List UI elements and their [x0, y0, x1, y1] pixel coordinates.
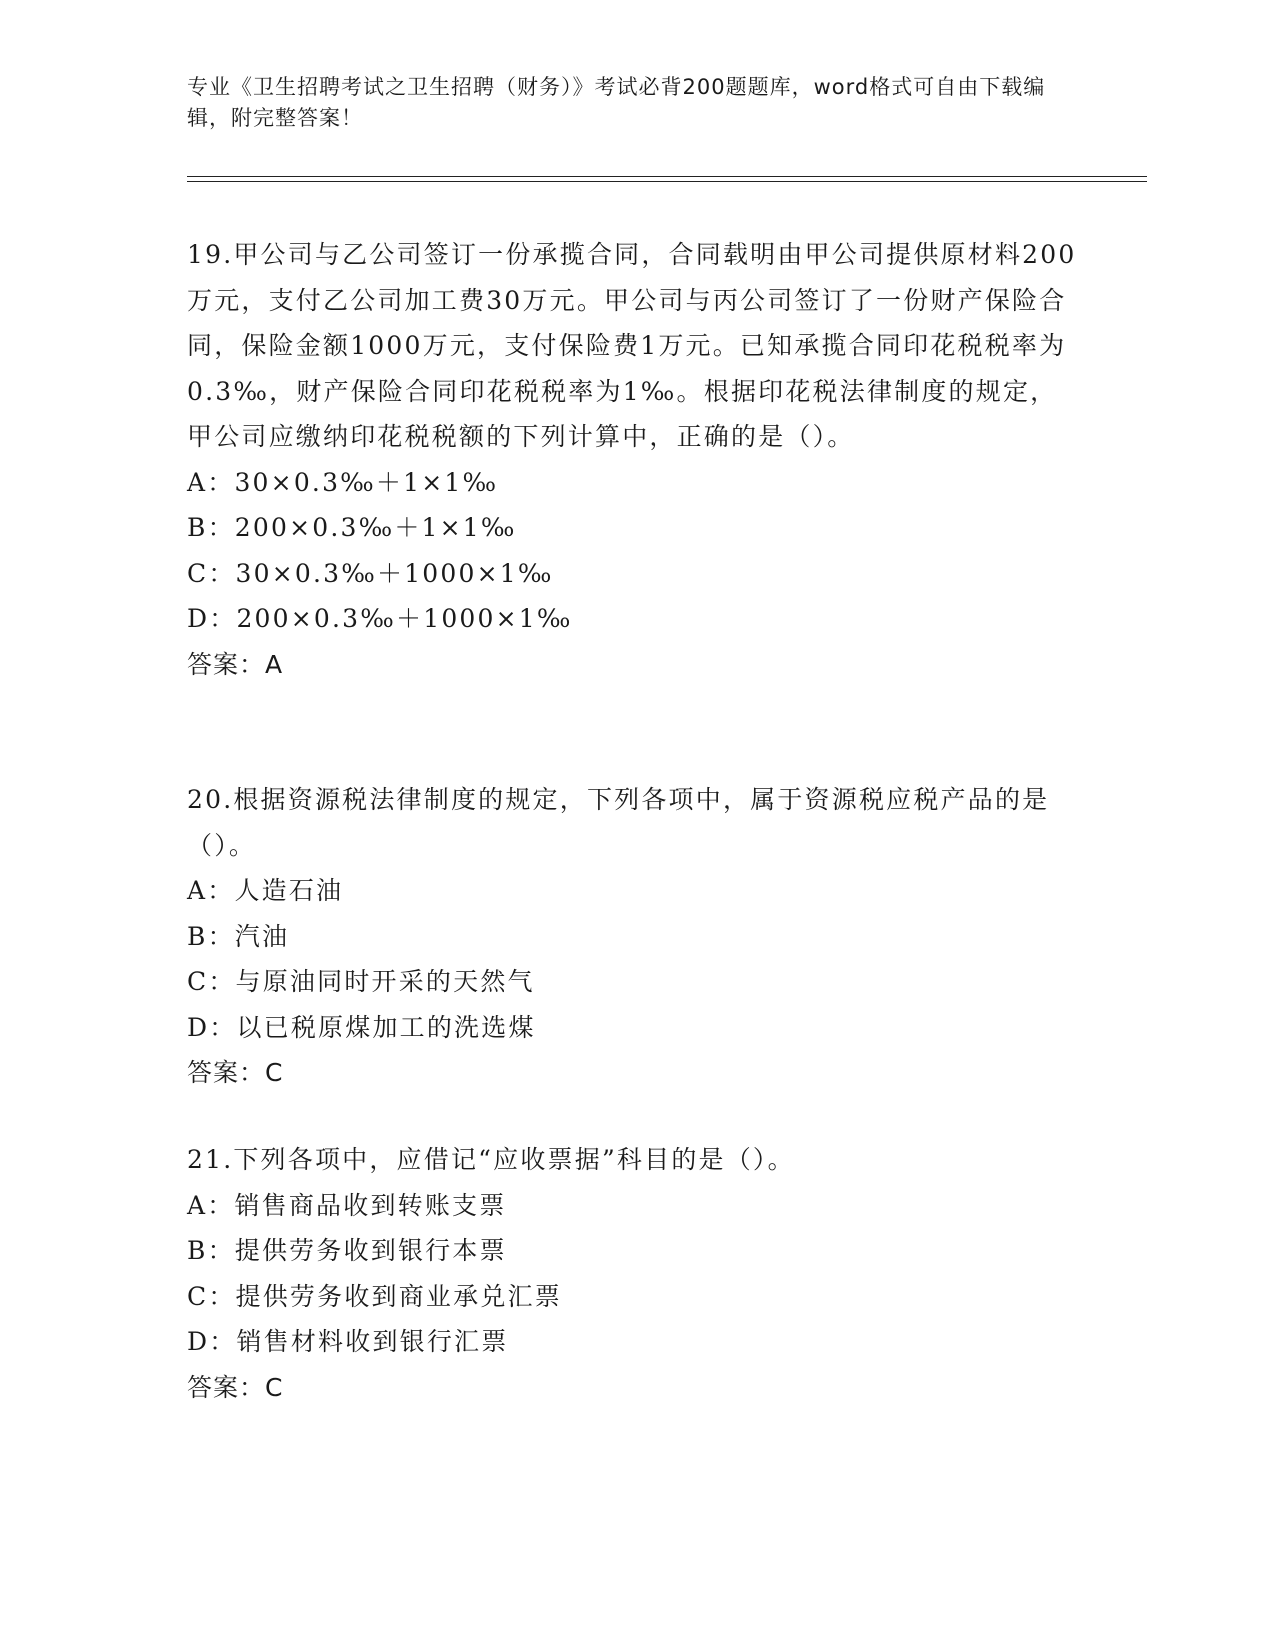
option-d: D：200×0.3‰＋1000×1‰ [187, 604, 573, 633]
answer: 答案：A [187, 649, 284, 679]
option-c: C：提供劳务收到商业承兑汇票 [187, 1281, 562, 1311]
header-rule-bottom [187, 181, 1147, 182]
option-a: A：30×0.3‰＋1×1‰ [187, 467, 499, 497]
question-stem: 19.甲公司与乙公司签订一份承揽合同，合同载明由甲公司提供原材料200万元，支付乙公司加工费30万元。甲公司与丙公司签订了一份财产保险合同，保险金额1000万元，支付保险费1万元。已知承揽合同印花税税率为0.3‰，财产保险合同印花税税率为1‰。根据印花税法律制度的规定，甲公司应缴纳印花税税额的下列计算中，正确的是（）。 [187, 240, 1077, 451]
option-d: D：销售材料收到银行汇票 [187, 1327, 509, 1356]
header-rule-top [187, 176, 1147, 177]
question-20 [187, 777, 1077, 1096]
option-b: B：汽油 [187, 921, 290, 951]
document-header: 专业《卫生招聘考试之卫生招聘（财务）》考试必背200题题库，word格式可自由下载编辑，附完整答案！ [187, 75, 1046, 130]
question-21 [187, 1137, 1077, 1410]
question-stem: 21.下列各项中，应借记“应收票据”科目的是（）。 [187, 1145, 795, 1174]
question-19 [187, 232, 1077, 687]
question-stem: 20.根据资源税法律制度的规定，下列各项中，属于资源税应税产品的是（）。 [187, 785, 1050, 860]
option-b: B：提供劳务收到银行本票 [187, 1236, 507, 1265]
option-a: A：销售商品收到转账支票 [187, 1190, 507, 1220]
option-c: C：30×0.3‰＋1000×1‰ [187, 558, 554, 588]
option-b: B：200×0.3‰＋1×1‰ [187, 513, 517, 542]
answer: 答案：C [187, 1372, 284, 1402]
option-a: A：人造石油 [187, 876, 344, 905]
answer: 答案：C [187, 1058, 284, 1087]
option-d: D：以已税原煤加工的洗选煤 [187, 1012, 536, 1042]
option-c: C：与原油同时开采的天然气 [187, 967, 535, 996]
